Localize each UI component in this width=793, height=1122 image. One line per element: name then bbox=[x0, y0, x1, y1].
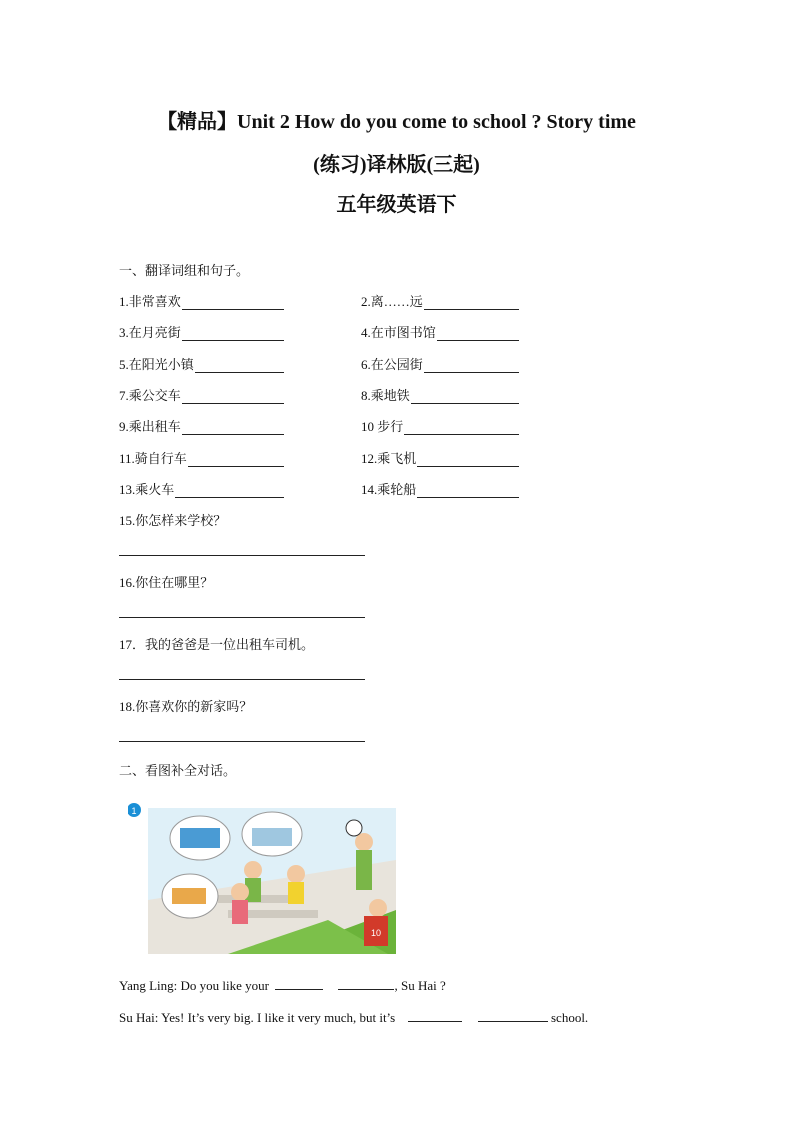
answer-blank[interactable] bbox=[182, 390, 284, 404]
item-label: 4.在市图书馆 bbox=[361, 325, 436, 341]
picture-number: 1 bbox=[131, 806, 137, 816]
shirt-number: 10 bbox=[370, 928, 382, 938]
dialogue-line-2 bbox=[119, 1009, 588, 1026]
sentence-17: 17．我的爸爸是一位出租车司机。 bbox=[119, 637, 315, 652]
answer-blank[interactable] bbox=[417, 484, 519, 498]
answer-blank[interactable] bbox=[275, 977, 323, 990]
sentence-15: 15.你怎样来学校？ bbox=[119, 513, 227, 528]
dialogue-line-1 bbox=[119, 977, 446, 994]
dialogue-text: Yang Ling: Do you like your bbox=[119, 978, 269, 993]
answer-blank[interactable] bbox=[437, 327, 519, 341]
item-label: 6.在公园街 bbox=[361, 356, 423, 372]
translation-item bbox=[119, 479, 284, 498]
item-label: 5.在阳光小镇 bbox=[119, 356, 194, 372]
translation-item bbox=[361, 291, 519, 310]
dialogue-text: , Su Hai ? bbox=[394, 978, 446, 993]
answer-line-17[interactable] bbox=[119, 679, 365, 680]
translation-item bbox=[119, 416, 284, 435]
page-subtitle: (练习)译林版(三起) bbox=[313, 154, 480, 176]
answer-line-18[interactable] bbox=[119, 741, 365, 742]
translation-item bbox=[119, 448, 284, 467]
item-label: 9.乘出租车 bbox=[119, 419, 181, 435]
grade-title: 五年级英语下 bbox=[336, 194, 457, 216]
translation-item bbox=[361, 448, 519, 467]
item-label: 7.乘公交车 bbox=[119, 387, 181, 403]
translation-item bbox=[119, 322, 284, 341]
item-label: 12.乘飞机 bbox=[361, 450, 417, 466]
section2-heading: 二、看图补全对话。 bbox=[119, 763, 237, 778]
item-label: 14.乘轮船 bbox=[361, 481, 417, 497]
answer-line-15[interactable] bbox=[119, 555, 365, 556]
translation-item bbox=[361, 354, 519, 373]
translation-item bbox=[119, 385, 284, 404]
item-label: 11.骑自行车 bbox=[119, 450, 187, 466]
answer-line-16[interactable] bbox=[119, 617, 365, 618]
item-label: 8.乘地铁 bbox=[361, 387, 410, 403]
translation-item bbox=[361, 416, 519, 435]
page-title: 【精品】Unit 2 How do you come to school ? Story time bbox=[157, 111, 636, 133]
answer-blank[interactable] bbox=[182, 421, 284, 435]
answer-blank[interactable] bbox=[195, 359, 284, 373]
translation-item bbox=[361, 385, 519, 404]
answer-blank[interactable] bbox=[424, 359, 519, 373]
story-illustration bbox=[128, 800, 396, 954]
dialogue-text: Su Hai: Yes! It’s very big. I like it very much, but it’s bbox=[119, 1010, 396, 1025]
translation-item bbox=[119, 354, 284, 373]
item-label: 2.离……远 bbox=[361, 294, 423, 309]
answer-blank[interactable] bbox=[424, 296, 519, 310]
answer-blank[interactable] bbox=[175, 484, 284, 498]
item-label: 13.乘火车 bbox=[119, 481, 175, 497]
answer-blank[interactable] bbox=[417, 453, 519, 467]
translation-item bbox=[119, 291, 284, 310]
answer-blank[interactable] bbox=[188, 453, 284, 467]
answer-blank[interactable] bbox=[182, 327, 284, 341]
sentence-16: 16.你住在哪里？ bbox=[119, 575, 214, 590]
answer-blank[interactable] bbox=[404, 421, 519, 435]
item-label: 10 步行 bbox=[361, 419, 404, 435]
answer-blank[interactable] bbox=[411, 390, 519, 404]
item-label: 1.非常喜欢 bbox=[119, 294, 181, 309]
answer-blank[interactable] bbox=[478, 1009, 548, 1022]
answer-blank[interactable] bbox=[408, 1009, 462, 1022]
answer-blank[interactable] bbox=[182, 296, 284, 310]
sentence-18: 18.你喜欢你的新家吗？ bbox=[119, 699, 253, 714]
dialogue-text: school. bbox=[550, 1010, 589, 1025]
translation-item bbox=[361, 479, 519, 498]
translation-item bbox=[361, 322, 519, 341]
item-label: 3.在月亮街 bbox=[119, 325, 181, 341]
answer-blank[interactable] bbox=[338, 977, 394, 990]
section1-heading: 一、翻译词组和句子。 bbox=[119, 263, 250, 278]
